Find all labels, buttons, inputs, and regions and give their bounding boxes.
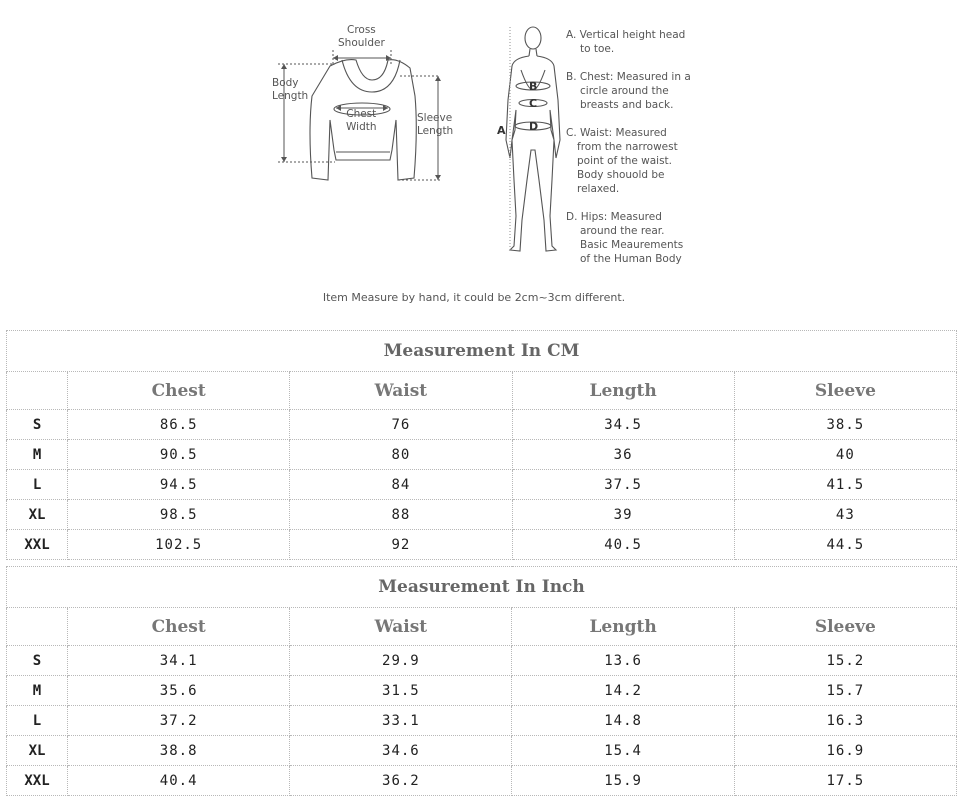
- measurement-cell: 13.6: [512, 646, 734, 676]
- measurement-cell: 76: [290, 410, 512, 440]
- table-row: [7, 440, 957, 470]
- table-row: [7, 706, 957, 736]
- header-cell: Chest: [68, 608, 290, 646]
- table-row: [7, 646, 957, 676]
- measurement-cell: 38.8: [68, 736, 290, 766]
- cm-size-table: [6, 330, 957, 560]
- measurement-cell: 14.2: [512, 676, 734, 706]
- table-row: [7, 736, 957, 766]
- human-body-illustration: [0, 0, 962, 320]
- header-cell: [7, 608, 68, 646]
- header-cell: Waist: [290, 608, 512, 646]
- header-cell: Length: [512, 608, 734, 646]
- measurement-cell: 35.6: [68, 676, 290, 706]
- letter-b: B: [529, 80, 538, 93]
- measurement-cell: 17.5: [734, 766, 956, 796]
- legend-item-c: C. Waist: Measured from the narrowest point of the waist. Body shouold be relaxed.: [566, 127, 678, 195]
- header-row: [7, 372, 957, 410]
- header-cell: Waist: [290, 372, 512, 410]
- measurement-cell: 37.5: [512, 470, 734, 500]
- measurement-cell: 33.1: [290, 706, 512, 736]
- measurement-cell: 44.5: [734, 530, 956, 560]
- table-title: Measurement In Inch: [7, 567, 957, 608]
- size-label-cell: L: [7, 706, 68, 736]
- header-cell: Chest: [68, 372, 290, 410]
- measurement-diagram: [0, 0, 962, 320]
- header-cell: [7, 372, 68, 410]
- cross-shoulder-label: Cross Shoulder: [338, 24, 385, 49]
- size-label-cell: S: [7, 410, 68, 440]
- table-row: [7, 766, 957, 796]
- measurement-cell: 40: [734, 440, 956, 470]
- table-row: [7, 676, 957, 706]
- table-row: [7, 500, 957, 530]
- measurement-cell: 14.8: [512, 706, 734, 736]
- measurement-cell: 36.2: [290, 766, 512, 796]
- header-cell: Length: [512, 372, 734, 410]
- header-cell: Sleeve: [734, 372, 956, 410]
- body-length-label: Body Length: [272, 77, 309, 102]
- measurement-cell: 31.5: [290, 676, 512, 706]
- measurement-cell: 38.5: [734, 410, 956, 440]
- measurement-cell: 15.2: [734, 646, 956, 676]
- measurement-cell: 15.7: [734, 676, 956, 706]
- table-title: Measurement In CM: [7, 331, 957, 372]
- measurement-cell: 92: [290, 530, 512, 560]
- table-row: [7, 410, 957, 440]
- measurement-cell: 16.9: [734, 736, 956, 766]
- size-label-cell: M: [7, 440, 68, 470]
- measurement-cell: 15.9: [512, 766, 734, 796]
- measurement-cell: 15.4: [512, 736, 734, 766]
- measure-note: Item Measure by hand, it could be 2cm~3cm different.: [322, 291, 626, 304]
- measurement-cell: 34.6: [290, 736, 512, 766]
- cm-rows: [7, 410, 957, 560]
- size-label-cell: S: [7, 646, 68, 676]
- inch-rows: [7, 646, 957, 796]
- measurement-cell: 34.1: [68, 646, 290, 676]
- measurement-cell: 88: [290, 500, 512, 530]
- measurement-cell: 40.5: [512, 530, 734, 560]
- measurement-cell: 84: [290, 470, 512, 500]
- letter-d: D: [529, 120, 539, 133]
- letter-a: A: [497, 124, 506, 137]
- letter-c: C: [529, 97, 538, 110]
- size-label-cell: XL: [7, 500, 68, 530]
- measurement-cell: 43: [734, 500, 956, 530]
- measurement-cell: 37.2: [68, 706, 290, 736]
- measurement-cell: 94.5: [68, 470, 290, 500]
- measurement-cell: 40.4: [68, 766, 290, 796]
- size-label-cell: L: [7, 470, 68, 500]
- table-row: [7, 470, 957, 500]
- measurement-cell: 39: [512, 500, 734, 530]
- measurement-cell: 86.5: [68, 410, 290, 440]
- size-label-cell: XXL: [7, 766, 68, 796]
- measurement-cell: 80: [290, 440, 512, 470]
- size-label-cell: XXL: [7, 530, 68, 560]
- measurement-cell: 29.9: [290, 646, 512, 676]
- table-row: [7, 530, 957, 560]
- size-label-cell: M: [7, 676, 68, 706]
- measurement-cell: 36: [512, 440, 734, 470]
- inch-size-table: [6, 566, 957, 796]
- measurement-cell: 90.5: [68, 440, 290, 470]
- legend-item-a: A. Vertical height head to toe.: [566, 29, 686, 55]
- measurement-cell: 102.5: [68, 530, 290, 560]
- sleeve-length-label: Sleeve Length: [417, 112, 454, 137]
- header-cell: Sleeve: [734, 608, 956, 646]
- size-label-cell: XL: [7, 736, 68, 766]
- measurement-cell: 16.3: [734, 706, 956, 736]
- measurement-cell: 41.5: [734, 470, 956, 500]
- legend-item-b: B. Chest: Measured in a circle around the breasts and back.: [566, 71, 691, 111]
- chest-width-label: Chest Width: [346, 108, 377, 133]
- legend-item-d: D. Hips: Measured around the rear. Basic Meaurements of the Human Body: [566, 211, 684, 265]
- measurement-cell: 34.5: [512, 410, 734, 440]
- measurement-cell: 98.5: [68, 500, 290, 530]
- header-row: [7, 608, 957, 646]
